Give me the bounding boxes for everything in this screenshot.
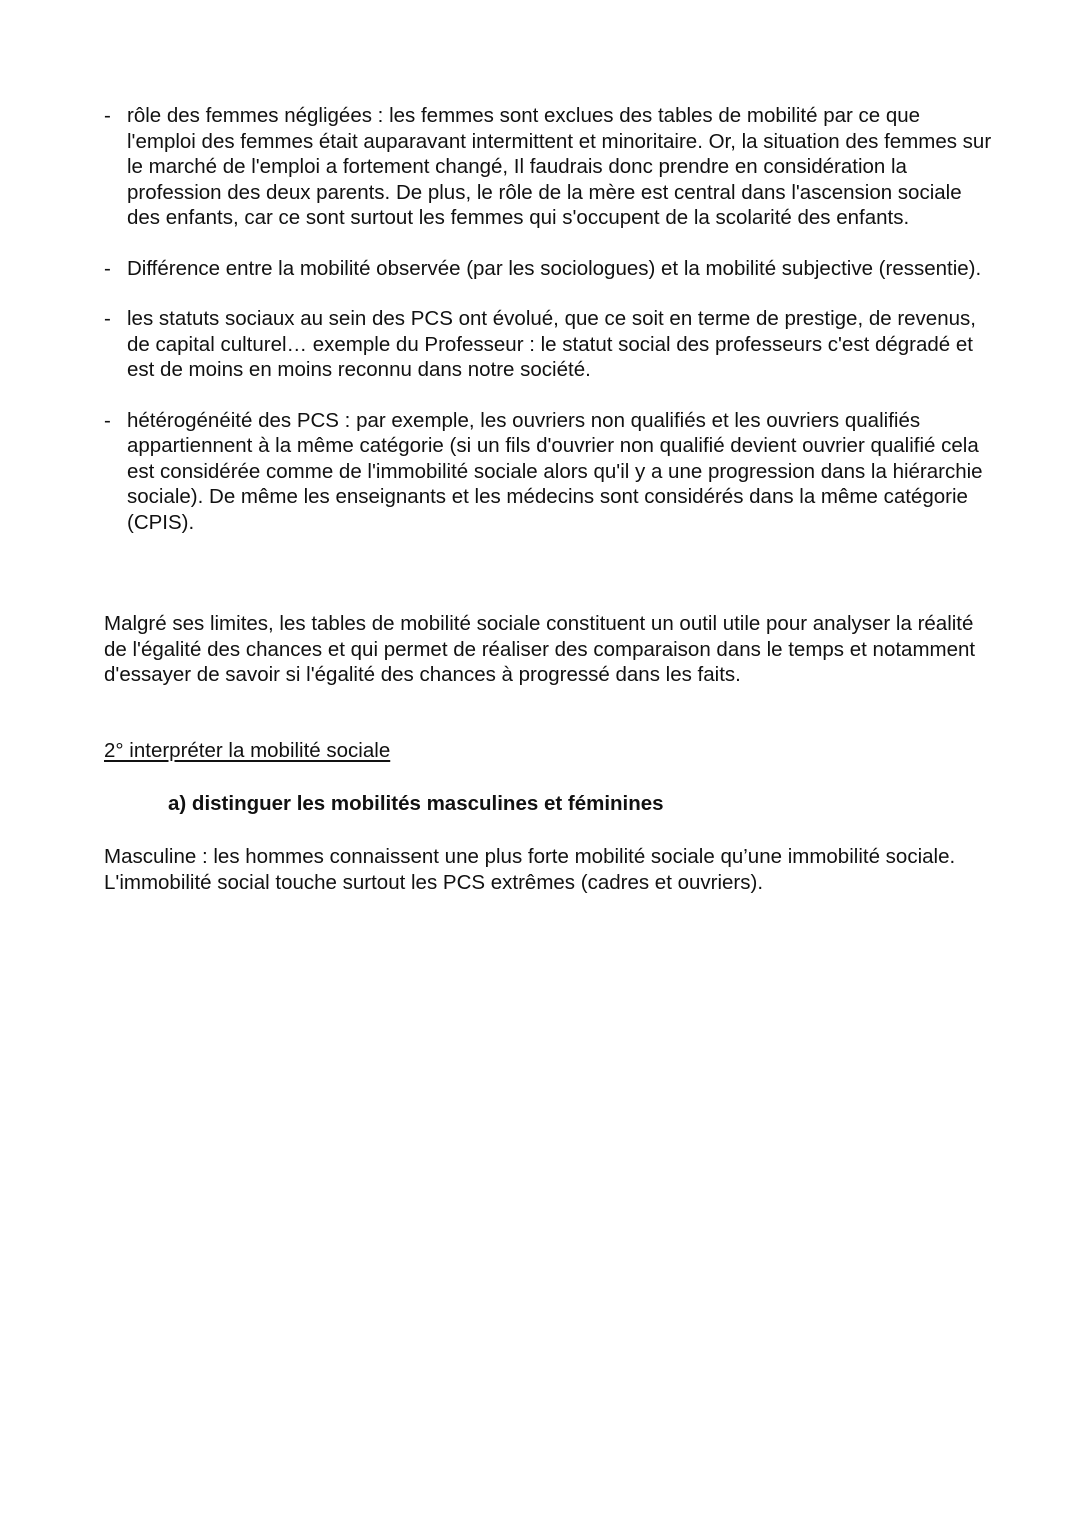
masculine-paragraph: Masculine : les hommes connaissent une plus forte mobilité sociale qu’une immobilité sociale. L'immobilité social touche surtout les PCS extrêmes (cadres et ouvriers). (104, 845, 956, 894)
bullet-text: hétérogénéité des PCS : par exemple, les ouvriers non qualifiés et les ouvriers qualifiés appartiennent à la même catégorie (si un fils d'ouvrier non qualifié devient ouvrier qualifié cela est considérée comme de l'immobilité sociale alors qu'il y a une progression dans la hiérarchie sociale). De même les enseignants et les médecins sont considérés dans la même catégorie (CPIS). (127, 408, 983, 534)
sub-heading: a) distinguer les mobilités masculines et féminines (168, 792, 664, 815)
limits-bullet-list (104, 103, 994, 560)
bullet-dash: - (104, 307, 111, 330)
bullet-dash: - (104, 256, 111, 280)
bullet-text: rôle des femmes négligées : les femmes sont exclues des tables de mobilité par ce que l'emploi des femmes était auparavant intermittent et minoritaire. Or, la situation des femmes sur le marché de l'emploi a fortement changé, Il faudrais donc prendre en considération la profession des deux parents. De plus, le rôle de la mère est central dans l'ascension sociale des enfants, car ce sont surtout les femmes qui s'occupent de la scolarité des enfants. (127, 104, 992, 229)
bullet-item-observed-vs-subjective (104, 256, 994, 282)
bullet-text: Différence entre la mobilité observée (par les sociologues) et la mobilité subjective (ressentie). (127, 256, 982, 280)
conclusion-paragraph: Malgré ses limites, les tables de mobilité sociale constituent un outil utile pour analyser la réalité de l'égalité des chances et qui permet de réaliser des comparaison dans le temps et notamment d'essayer de savoir si l'égalité des chances à progressé dans les faits. (104, 612, 976, 686)
section-heading: 2° interpréter la mobilité sociale (104, 739, 391, 762)
bullet-dash: - (104, 104, 111, 127)
bullet-item-status-evolution (104, 306, 994, 383)
bullet-text: les statuts sociaux au sein des PCS ont évolué, que ce soit en terme de prestige, de revenus, de capital culturel… exemple du Professeur : le statut social des professeurs c'est dégradé et est de moins en moins reconnu dans notre société. (127, 307, 976, 381)
bullet-item-pcs-heterogeneity (104, 408, 994, 536)
bullet-item-women-role (104, 103, 994, 231)
bullet-dash: - (104, 408, 111, 432)
